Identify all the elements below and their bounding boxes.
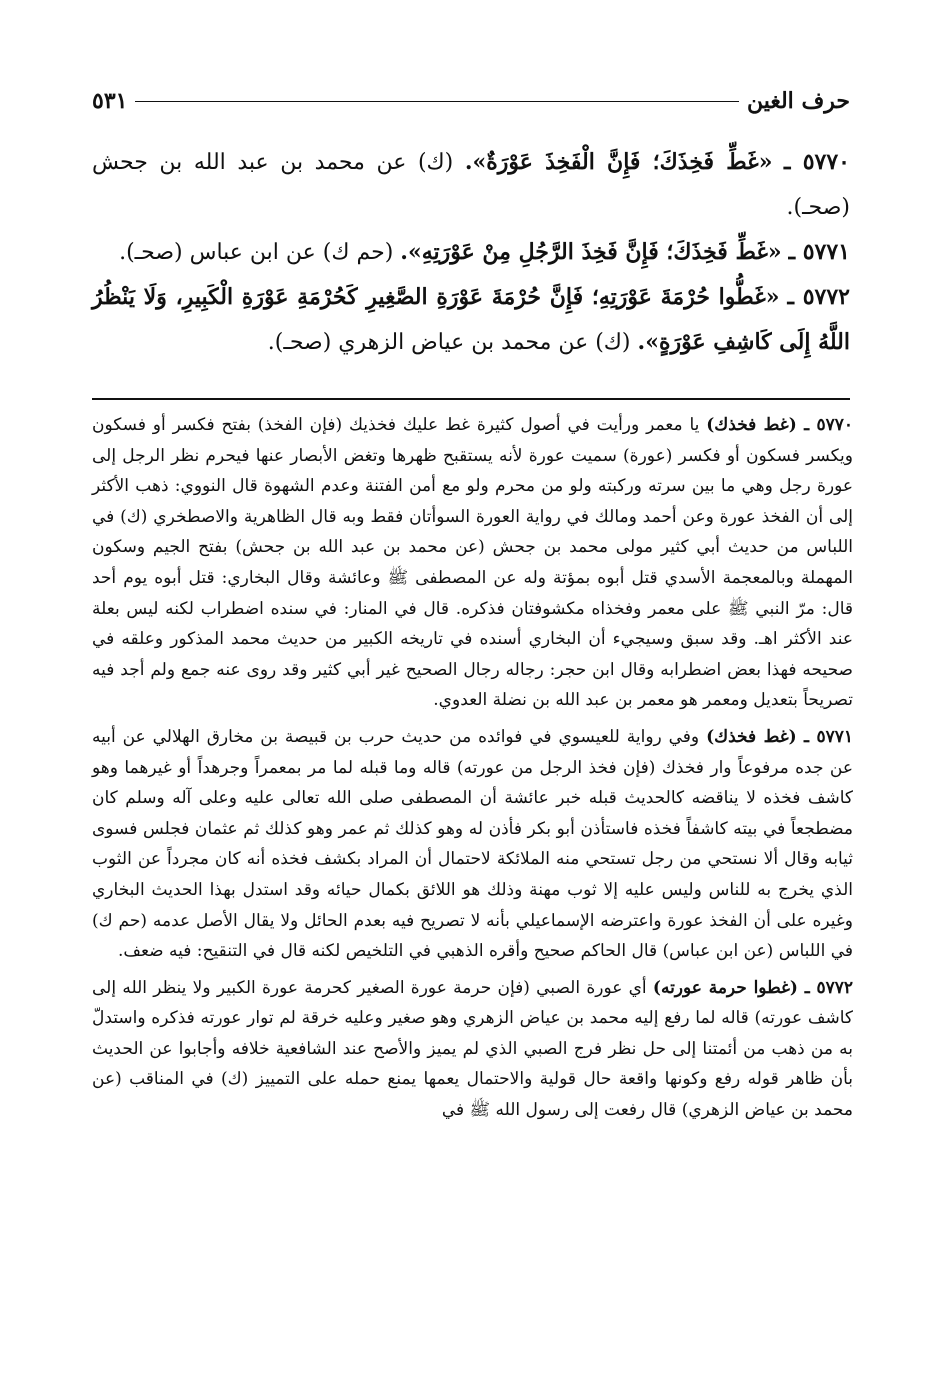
commentary-lead: ٥٧٧٢ ـ (غطوا حرمة عورته) [652, 977, 854, 998]
header-rule [135, 101, 739, 102]
hadith-number: ٥٧٧٠ ـ [784, 149, 850, 175]
hadith-source: (حم ك) عن ابن عباس (صحـ). [119, 240, 394, 265]
hadith-entry [92, 275, 850, 365]
running-header [92, 72, 850, 112]
hadith-text: «غَطُّوا حُرْمَةَ عَوْرَتِهِ؛ فَإِنَّ حُرْمَةَ عَوْرَةِ الصَّغِيرِ كَحُرْمَةِ عَوْرَةِ الْكَبِيرِ، وَلَا يَنْظُرُ اللَّهُ إِلَى كَاشِفِ عَوْرَةٍ». [92, 284, 850, 355]
hadith-source: (ك) عن محمد بن عبد الله بن جحش (صحـ). [92, 150, 850, 220]
commentary-text: وفي رواية للعيسوي في فوائده من حديث حرب بن قبيصة بن مخارق الهلالي عن أبيه عن جده مرفوعاً وار فخذك (فإن فخذ الرجل من عورته) قاله وما قبله لما مر بمعمراً وجرهداً أو غيرهما وهو كاشف فخذه لا يناقضه كالحديث قبله خبر عائشة أن المصطفى صلى الله تعالى عليه وعلى آله وسلم كان مضطجعاً في بيته كاشفاً فخذه فاستأذن أبو بكر فأذن له وهو كذلك ثم عمر وهو كذلك ثم عثمان فجلس فسوى ثيابه وقال ألا نستحي من رجل تستحي منه الملائكة لاحتمال أن المراد بكشف فخذه أنه كان مجرداً عن الثوب الذي يخرج به للناس وليس عليه إلا ثوب مهنة وذلك هو اللائق بكمال حيائه وقد استدل بهذا الحديث البخاري وغيره على أن الفخذ عورة واعترضه الإسماعيلي بأنه لا تصريح فيه بعدم الحائل ولا يقال الأصل عدمه (حم ك) في اللباس (عن ابن عباس) قال الحاكم صحيح وأقره الذهبي في التلخيص لكنه قال في التنقيح: فيه ضعف. [92, 726, 853, 962]
hadith-number: ٥٧٧١ ـ [788, 239, 850, 265]
commentary-paragraph [92, 410, 853, 716]
commentary-lead: ٥٧٧٠ ـ (غط فخذك) [706, 415, 853, 435]
commentary-lead: ٥٧٧١ ـ (غط فخذك) [706, 726, 853, 747]
hadith-text: «غَطِّ فَخِذَكَ؛ فَإِنَّ الْفَخِذَ عَوْرَةٌ». [464, 149, 773, 175]
commentary-paragraph [92, 973, 853, 1126]
hadith-entry [92, 140, 850, 230]
hadith-entry [92, 230, 850, 275]
commentary-paragraph [92, 722, 853, 967]
hadith-text: «غَطِّ فَخِذَكَ؛ فَإِنَّ فَخِذَ الرَّجُلِ مِنْ عَوْرَتِهِ». [400, 239, 782, 265]
section-title: حرف الغين [746, 88, 850, 114]
commentary-text: يا معمر ورأيت في أصول كثيرة غط عليك فخذيك (فإن الفخذ) بفتح فكسر أو فسكون ويكسر فسكون أو فكسر (عورة) سميت عورة لأنه يستقبح ظهرها وتغض الأبصار عنها فيحرم نظر الرجل إلى عورة رجل وهي ما بين سرته وركبته ولو من محرم ولو مع أمن الفتنة وعدم الشهوة قال النووي: ذهب الأكثر إلى أن الفخذ عورة وعن أحمد ومالك في رواية العورة السوأتان فقط وبه قال الظاهرية والاصطخري (ك) في اللباس من حديث أبي كثير مولى محمد بن جحش (عن محمد بن عبد الله بن جحش) بفتح الجيم وسكون المهملة وبالمعجمة الأسدي قتل أبوه بمؤتة وله عن المصطفى ﷺ وعائشة وقال البخاري: قتل أبوه يوم أحد قال: مرّ النبي ﷺ على معمر وفخذاه مكشوفتان فذكره. قال في المنار: في سنده اضطراب لكنه ليس بعلة عند الأكثر اهـ. وقد سبق وسيجيء أن البخاري أسنده في تاريخه الكبير من حديث محمد المذكور وعلقه في صحيحه فهذا بعض اضطرابه وقال ابن حجر: رجاله رجال الصحيح غير أبي كثير وقد روى عنه جمع ولم أجد فيه تصريحاً بتعديل ومعمر هو معمر بن عبد الله بن نضلة العدوي. [92, 415, 853, 711]
footnote-separator [92, 398, 850, 400]
main-hadith-text [92, 140, 850, 365]
commentary-block [92, 410, 853, 1132]
hadith-source: (ك) عن محمد بن عياض الزهري (صحـ). [267, 330, 631, 355]
commentary-text: أي عورة الصبي (فإن حرمة عورة الصغير كحرمة عورة الكبير ولا ينظر الله إلى كاشف عورته) قاله لما رفع إليه محمد بن عياض الزهري وهو صغير وعليه خرقة لم توار عورته فذكره واستدلّ به من ذهب من أئمتنا إلى حل نظر فرج الصبي الذي لم يميز والأصح عند الشافعية خلافه وأجابوا عن الحديث بأن ظاهر قوله رفع وكونها واقعة حال قولية والاحتمال يعمها يمنع حمله على التمييز (ك) في المناقب (عن محمد بن عياض الزهري) قال رفعت إلى رسول الله ﷺ في [92, 977, 853, 1121]
page-number: ٥٣١ [92, 88, 128, 114]
hadith-number: ٥٧٧٢ ـ [787, 284, 850, 310]
